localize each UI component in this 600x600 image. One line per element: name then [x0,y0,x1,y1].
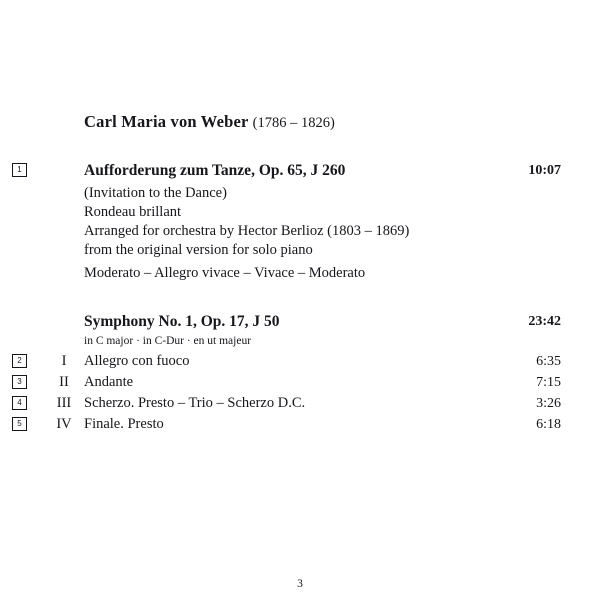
work-duration-1: 10:07 [528,163,561,178]
movement-title-1: Allegro con fuoco [84,353,190,369]
work-tempo-1: Moderato – Allegro vivace – Vivace – Moderato [84,265,366,281]
work-title-1: Aufforderung zum Tanze, Op. 65, J 260 [84,162,346,179]
track-number-5[interactable]: 5 [12,417,27,431]
movement-title-2: Andante [84,374,134,390]
track-number-1[interactable]: 1 [12,163,27,177]
page-number: 3 [297,578,303,590]
work-source-1: from the original version for solo piano [84,242,313,258]
work-title-2: Symphony No. 1, Op. 17, J 50 [84,313,280,330]
movement-duration-1: 6:35 [536,354,561,369]
work-subtitle-1: (Invitation to the Dance) [84,185,227,201]
work-duration-2: 23:42 [528,314,561,329]
movement-duration-2: 7:15 [536,375,561,390]
movement-roman-3: III [56,395,72,411]
composer-name: Carl Maria von Weber [84,112,249,131]
track-number-4[interactable]: 4 [12,396,27,410]
composer-heading [84,112,335,132]
movement-roman-1: I [61,353,67,369]
movement-duration-4: 6:18 [536,417,561,432]
composer-dates: (1786 – 1826) [252,115,335,131]
movement-roman-4: IV [56,416,72,432]
track-number-2[interactable]: 2 [12,354,27,368]
movement-roman-2: II [59,374,69,390]
track-number-3[interactable]: 3 [12,375,27,389]
work-arranger-1: Arranged for orchestra by Hector Berlioz (1803 – 1869) [84,223,410,239]
movement-title-4: Finale. Presto [84,416,164,432]
work-form-1: Rondeau brillant [84,204,182,220]
movement-duration-3: 3:26 [536,396,561,411]
movement-title-3: Scherzo. Presto – Trio – Scherzo D.C. [84,395,306,411]
work-key-2: in C major · in C-Dur · en ut majeur [84,335,252,347]
